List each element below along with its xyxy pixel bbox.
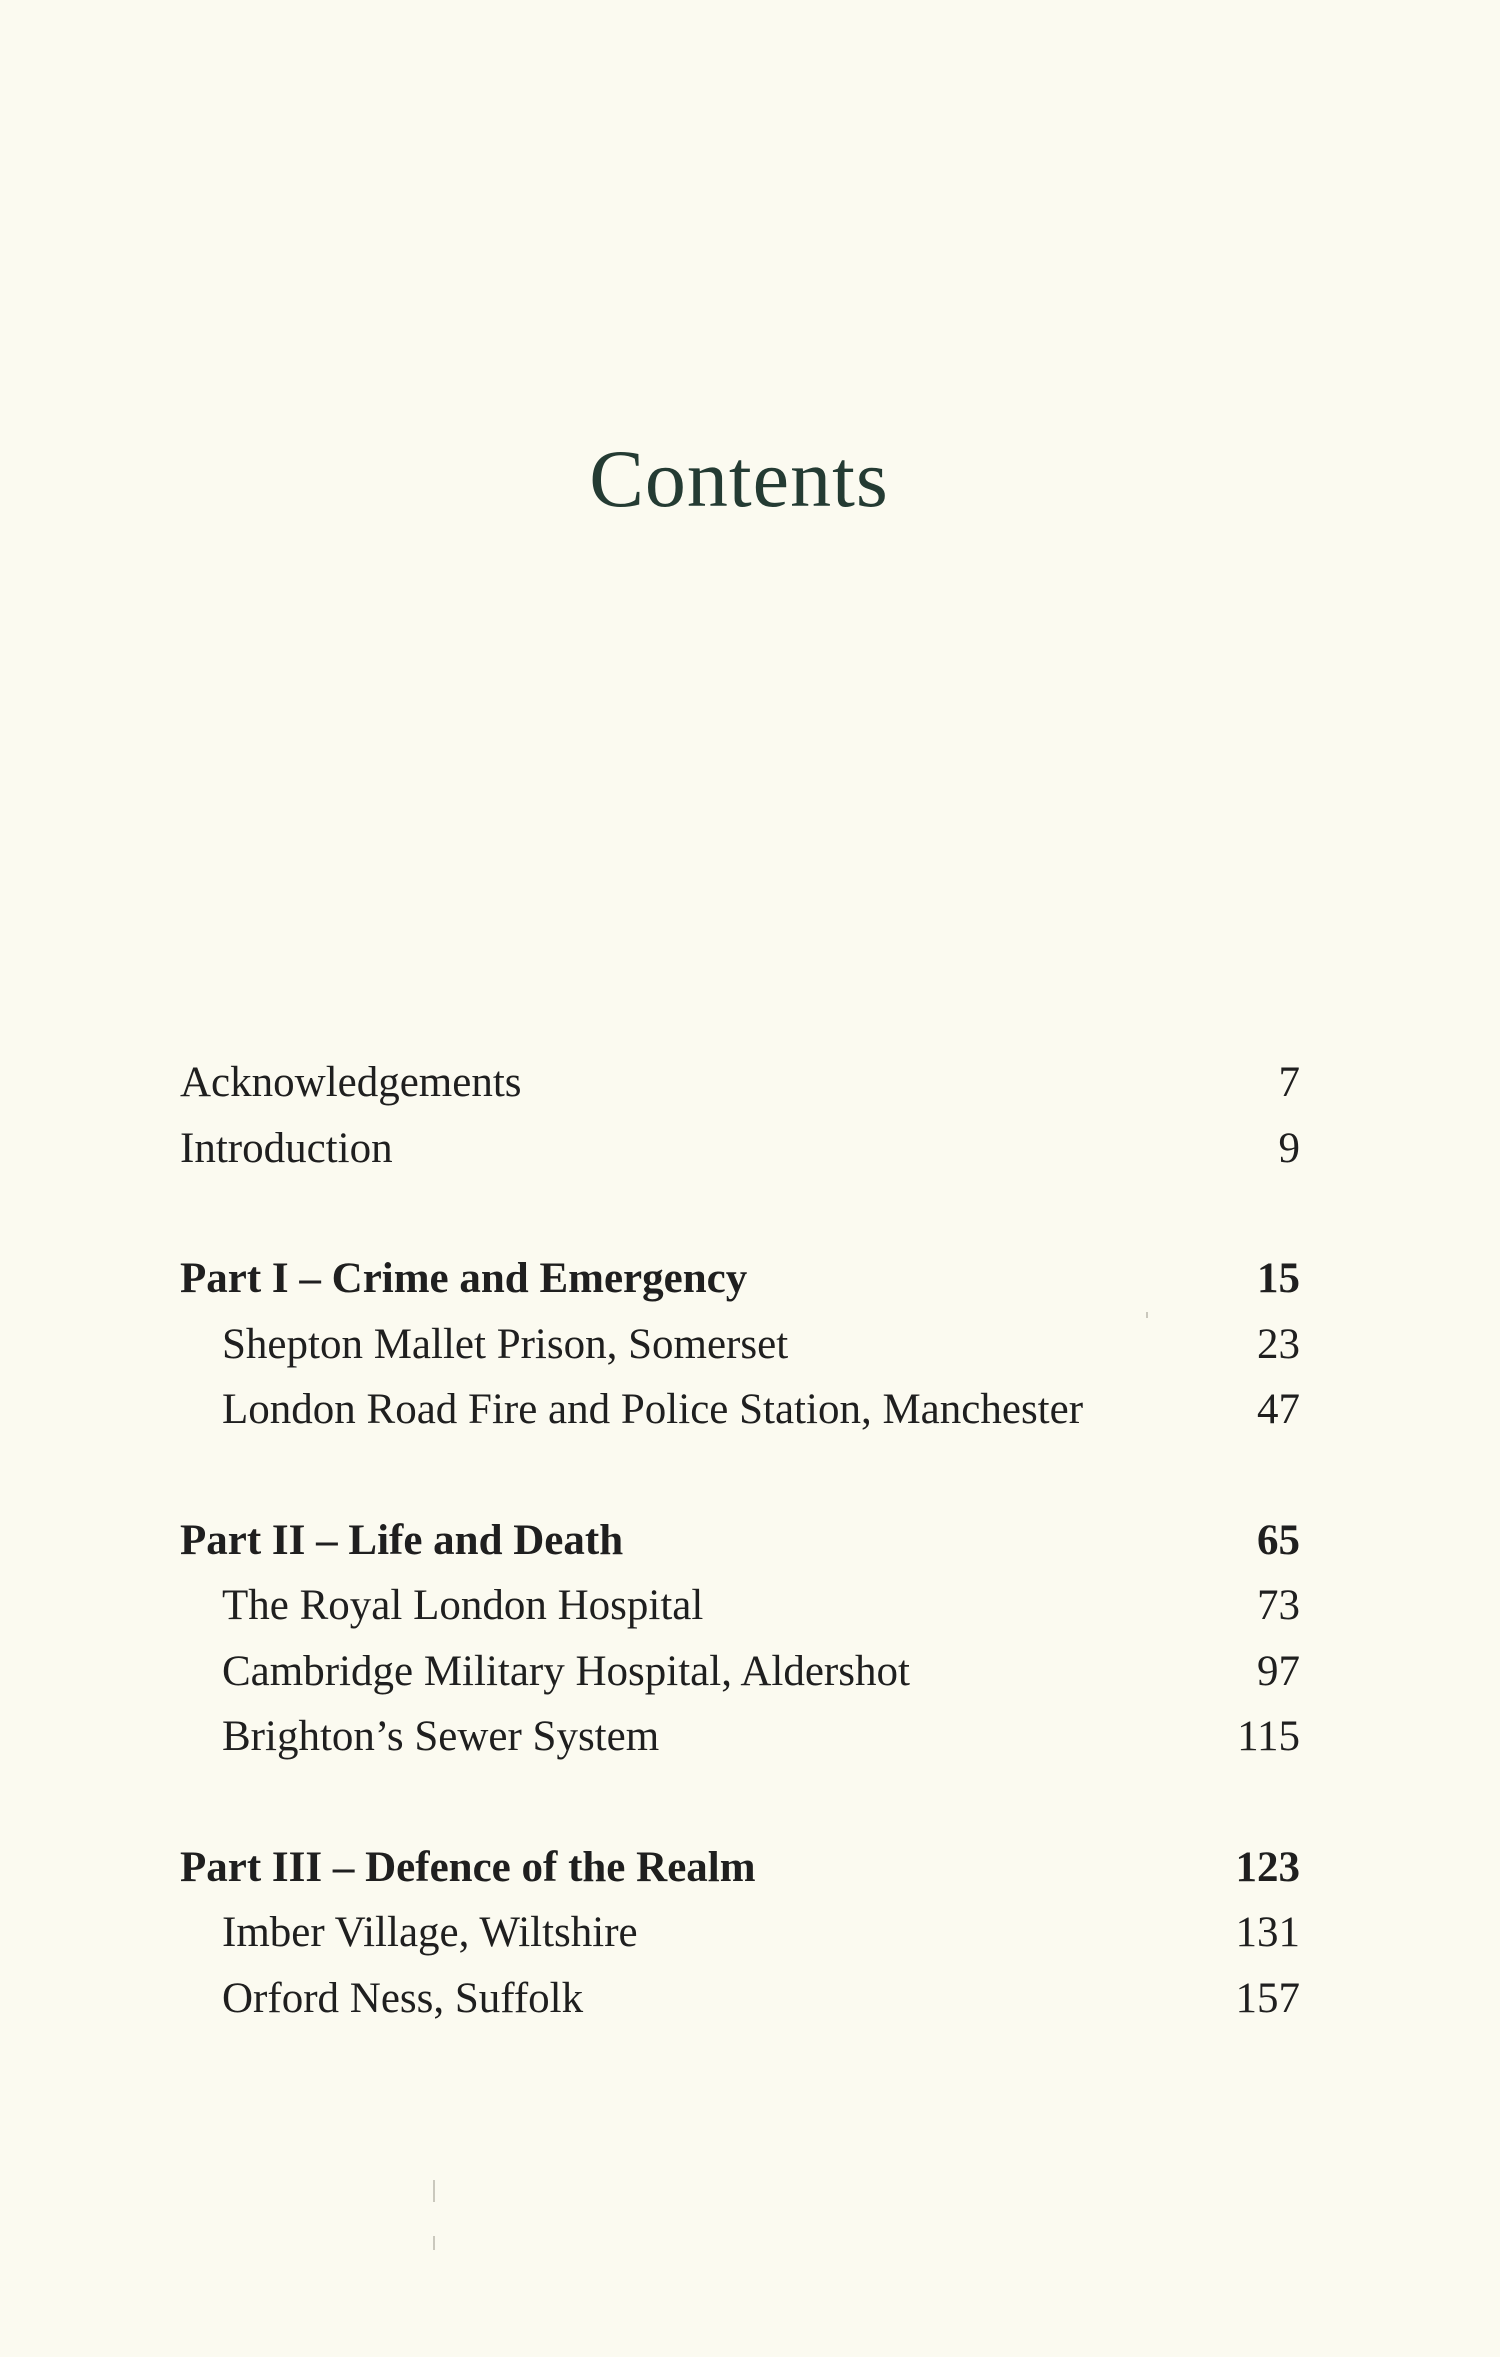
toc-chapter-label: Imber Village, Wiltshire	[222, 1909, 638, 1956]
toc-part-label: Part I – Crime and Emergency	[180, 1255, 748, 1302]
toc-entry-acknowledgements	[180, 1050, 1300, 1116]
table-of-contents	[180, 1050, 1300, 2031]
toc-chapter	[180, 1900, 1300, 1966]
scan-speck	[433, 2236, 435, 2250]
toc-chapter	[180, 1312, 1300, 1378]
toc-chapter-page: 47	[1257, 1386, 1300, 1433]
toc-chapter	[180, 1377, 1300, 1443]
toc-chapter-label: London Road Fire and Police Station, Manchester	[222, 1386, 1084, 1433]
toc-part-1	[180, 1246, 1300, 1312]
toc-chapter-label: The Royal London Hospital	[222, 1582, 704, 1629]
toc-part-page: 123	[1235, 1843, 1300, 1891]
toc-chapter-label: Shepton Mallet Prison, Somerset	[222, 1320, 789, 1368]
toc-part-page: 65	[1257, 1516, 1300, 1564]
toc-chapter-page: 97	[1257, 1647, 1300, 1695]
toc-chapter	[180, 1966, 1300, 2032]
toc-part-3	[180, 1835, 1300, 1901]
toc-chapter	[180, 1573, 1300, 1639]
toc-entry-page: 9	[1278, 1124, 1300, 1172]
toc-chapter	[180, 1704, 1300, 1770]
toc-part-label: Part III – Defence of the Realm	[180, 1843, 756, 1891]
scan-speck	[1146, 1312, 1148, 1318]
toc-chapter-page: 115	[1237, 1713, 1300, 1760]
toc-chapter-page: 131	[1235, 1909, 1300, 1956]
toc-entry-label: Acknowledgements	[180, 1059, 522, 1106]
toc-part-page: 15	[1257, 1255, 1300, 1302]
toc-chapter	[180, 1639, 1300, 1705]
toc-chapter-page: 73	[1257, 1582, 1300, 1629]
toc-chapter-page: 157	[1235, 1974, 1300, 2022]
scan-speck	[433, 2180, 435, 2202]
toc-chapter-page: 23	[1257, 1320, 1300, 1368]
section-spacer	[180, 1770, 1300, 1835]
toc-chapter-label: Brighton’s Sewer System	[222, 1713, 660, 1760]
section-spacer	[180, 1443, 1300, 1508]
toc-chapter-label: Orford Ness, Suffolk	[222, 1974, 584, 2022]
toc-entry-introduction	[180, 1116, 1300, 1182]
section-spacer	[180, 1181, 1300, 1246]
toc-entry-page: 7	[1278, 1059, 1300, 1106]
toc-chapter-label: Cambridge Military Hospital, Aldershot	[222, 1647, 910, 1695]
toc-part-2	[180, 1508, 1300, 1574]
page-title: Contents	[589, 433, 889, 524]
toc-entry-label: Introduction	[180, 1124, 393, 1172]
toc-part-label: Part II – Life and Death	[180, 1516, 624, 1564]
